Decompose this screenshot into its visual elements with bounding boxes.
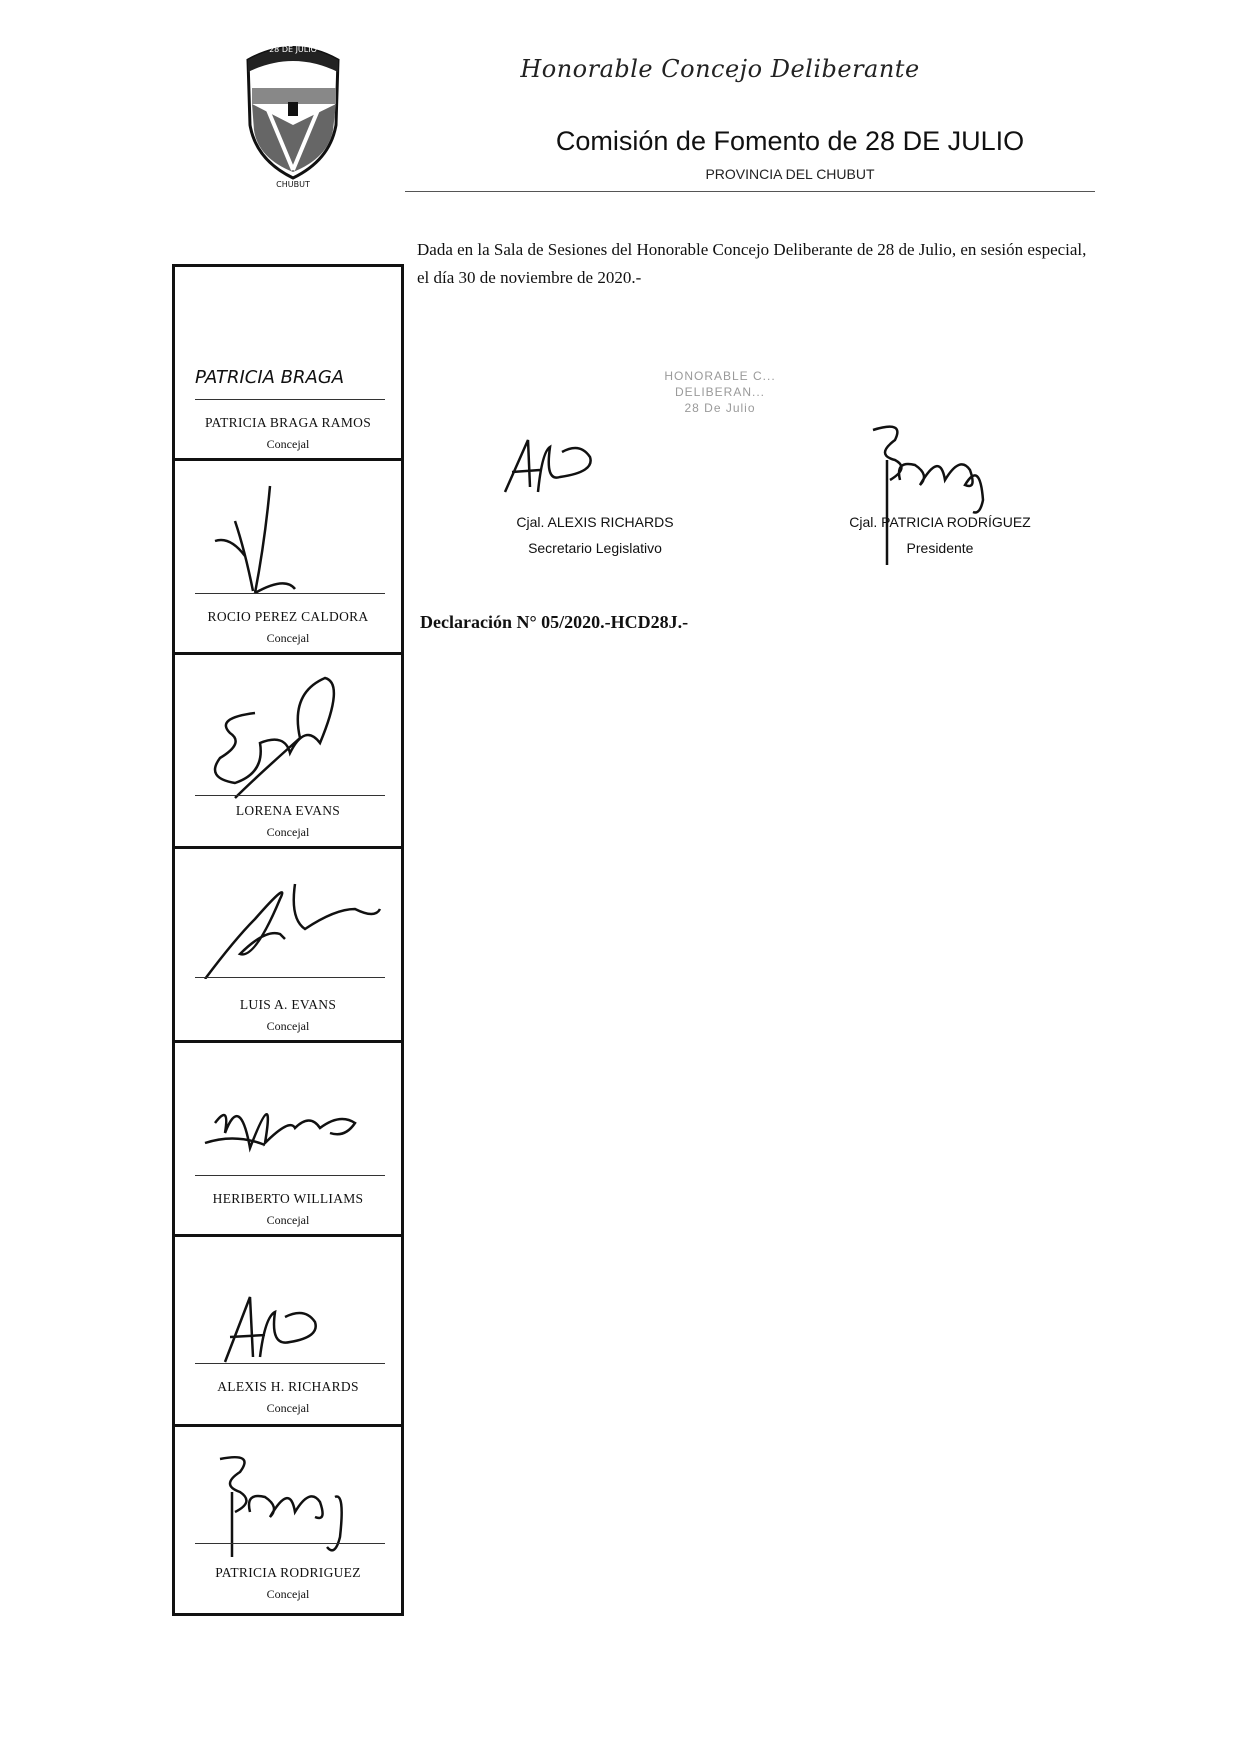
signature-alexis-h-richards	[195, 1287, 385, 1367]
signature-line	[195, 593, 385, 594]
province-subtitle: PROVINCIA DEL CHUBUT	[705, 166, 875, 182]
signatory-president	[820, 514, 1060, 556]
council-member-box	[172, 652, 404, 852]
council-member-box	[172, 1424, 404, 1616]
member-role: Concejal	[266, 1019, 310, 1033]
council-member-box	[172, 846, 404, 1046]
member-name: ALEXIS H. RICHARDS	[217, 1379, 359, 1394]
stamp-line-3: 28 De Julio	[684, 401, 756, 415]
signature-line	[195, 795, 385, 796]
signatory-secretary	[480, 514, 710, 556]
member-role: Concejal	[266, 437, 310, 451]
signature-lorena-evans	[195, 663, 385, 803]
svg-text:CHUBUT: CHUBUT	[276, 180, 310, 189]
declaration-number: Declaración N° 05/2020.-HCD28J.-	[420, 612, 689, 632]
signature-line	[195, 1543, 385, 1544]
signature-patricia-rodriguez-box	[195, 1447, 385, 1557]
signature-luis-evans	[195, 869, 385, 979]
svg-text:28 DE JULIO: 28 DE JULIO	[269, 45, 317, 54]
signature-heriberto-williams	[195, 1073, 385, 1173]
signatory-president-role: Presidente	[906, 540, 974, 556]
member-name: LORENA EVANS	[235, 803, 341, 818]
signature-line	[195, 977, 385, 978]
signature-line	[195, 399, 385, 400]
member-name: PATRICIA BRAGA RAMOS	[204, 415, 372, 430]
official-stamp	[620, 368, 820, 416]
handwritten-signature: PATRICIA BRAGA	[195, 367, 345, 388]
commission-title: Comisión de Fomento de 28 DE JULIO	[555, 126, 1025, 156]
member-name: ROCIO PEREZ CALDORA	[207, 609, 369, 624]
signature-line	[195, 1175, 385, 1176]
member-role: Concejal	[266, 1401, 310, 1415]
member-name: LUIS A. EVANS	[239, 997, 337, 1012]
council-member-box	[172, 1040, 404, 1240]
signatory-secretary-name: Cjal. ALEXIS RICHARDS	[516, 514, 674, 530]
council-member-box	[172, 458, 404, 658]
signature-line	[195, 1363, 385, 1364]
council-script-title: Honorable Concejo Deliberante	[520, 55, 920, 83]
council-member-box	[172, 1234, 404, 1430]
signature-alexis-richards	[500, 432, 610, 502]
member-role: Concejal	[266, 631, 310, 645]
municipal-crest-logo	[238, 30, 348, 190]
member-role: Concejal	[266, 825, 310, 839]
session-paragraph: Dada en la Sala de Sesiones del Honorable Concejo Deliberante de 28 de Julio, en sesión especial, el día 30 de noviembre de 2020.-	[417, 240, 1087, 287]
stamp-line-1: HONORABLE C...	[664, 369, 776, 383]
signature-rocio-perez	[195, 481, 385, 601]
member-name: HERIBERTO WILLIAMS	[212, 1191, 364, 1206]
stamp-line-2: DELIBERAN...	[674, 385, 766, 399]
council-member-box	[172, 264, 404, 464]
member-role: Concejal	[266, 1587, 310, 1601]
member-role: Concejal	[266, 1213, 310, 1227]
signatory-secretary-role: Secretario Legislativo	[528, 540, 662, 556]
signatory-president-name: Cjal. PATRICIA RODRÍGUEZ	[849, 514, 1031, 530]
header-divider	[405, 191, 1095, 192]
member-name: PATRICIA RODRIGUEZ	[215, 1565, 361, 1580]
